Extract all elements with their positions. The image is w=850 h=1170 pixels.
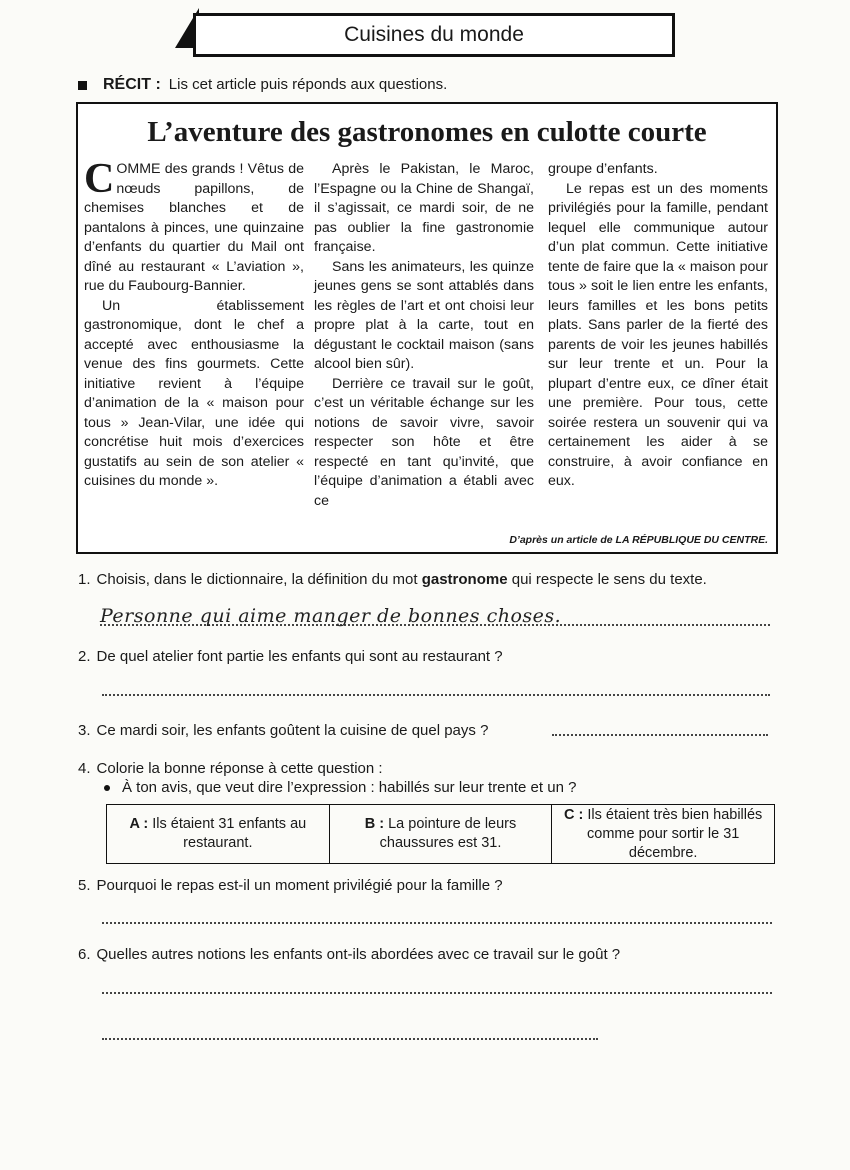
article-column-1 (84, 156, 304, 492)
drop-cap: C (84, 156, 115, 202)
page-title (193, 13, 675, 57)
question-number: 3. (78, 722, 91, 739)
bullet-dot-icon (104, 785, 110, 791)
question-number: 2. (78, 648, 91, 665)
choice-text: La pointure de leurs chaussures est 31. (379, 816, 517, 851)
answer-line-2[interactable] (102, 694, 770, 696)
question-text: Pourquoi le repas est-il un moment privilégié pour la famille ? (96, 877, 503, 894)
article-paragraph: Derrière ce travail sur le goût, c’est un véritable échange sur les notions de savoir vivre, savoir respecter son hôte et être respecté en tant qu’invité, que l’équipe d’animation a établi avec ce (314, 375, 534, 509)
article-box (76, 102, 778, 554)
article-column-2 (314, 160, 534, 511)
choice-text: Ils étaient très bien habillés comme pour sortir le 31 décembre. (587, 806, 763, 861)
article-column-3 (548, 160, 768, 492)
question-text: Quelles autres notions les enfants ont-ils abordées avec ce travail sur le goût ? (96, 946, 621, 963)
section-instruction: Lis cet article puis réponds aux questions. (168, 76, 448, 93)
question-text: qui respecte le sens du texte. (507, 571, 707, 588)
answer-line-3[interactable] (552, 734, 768, 736)
article-paragraph: groupe d’enfants. (548, 161, 658, 177)
section-label: RÉCIT : (103, 76, 161, 93)
question-text: De quel atelier font partie les enfants qui sont au restaurant ? (96, 648, 503, 665)
article-paragraph: Après le Pakistan, le Maroc, l’Espagne ou la Chine de Shangaï, il s’agissait, ce mardi soir, de ne pas oublier la fine gastronomie française. (314, 161, 534, 255)
article-title: L’aventure des gastronomes en culotte courte (147, 116, 707, 148)
choice-letter: B : (364, 816, 385, 832)
article-paragraph (84, 156, 304, 297)
question-text: Colorie la bonne réponse à cette question : (96, 760, 383, 777)
square-bullet-icon (78, 81, 87, 90)
question-6 (78, 946, 620, 963)
question-keyword: gastronome (421, 571, 508, 588)
answer-line-6b[interactable] (102, 1038, 598, 1040)
paragraph-text: OMME des grands ! Vêtus de nœuds papillons, de chemises blanches et de pantalons à pinces, une quinzaine d’enfants du quartier du Mail ont dîné au restaurant « L’aviation », rue du Faubourg-Bannier. (84, 161, 304, 294)
choice-c[interactable] (552, 805, 774, 863)
article-source: D’après un article de LA RÉPUBLIQUE DU CENTRE. (509, 534, 768, 546)
answer-choices-table (106, 804, 775, 864)
question-4-bullet (104, 779, 576, 796)
question-text: Choisis, dans le dictionnaire, la définition du mot (96, 571, 422, 588)
choice-letter: C : (564, 806, 584, 823)
question-2 (78, 648, 503, 665)
choice-letter: A : (129, 816, 149, 832)
question-number: 1. (78, 571, 91, 588)
choice-a[interactable] (107, 805, 330, 863)
question-4 (78, 760, 383, 777)
choice-text: Ils étaient 31 enfants au restaurant. (152, 816, 307, 851)
bullet-text: À ton avis, que veut dire l’expression : habillés sur leur trente et un ? (122, 779, 577, 796)
article-paragraph: Le repas est un des moments privilégiés pour la famille, pendant lequel elle communique autour d’un plat commun. Cette initiative tente de faire que la « maison pour tous » soit le lien entre les enfants, leurs familles et les bons petits plats. Sans parler de la fierté des parents de voir les jeunes habillés sur leur trente et un. Pour la plupart d’entre eux, ce dîner était une première. Pour tous, cette soirée restera un souvenir qui va certainement les aider à se construire, à avoir confiance en eux. (548, 180, 768, 489)
page-title-text: Cuisines du monde (344, 23, 524, 46)
choice-b[interactable] (330, 805, 553, 863)
handwritten-answer-1: Personne qui aime manger de bonnes choses. (100, 605, 562, 627)
answer-line-5[interactable] (102, 922, 772, 924)
question-1 (78, 571, 707, 588)
question-number: 5. (78, 877, 91, 894)
question-3 (78, 722, 488, 739)
article-paragraph: Un établissement gastronomique, dont le chef a accepté avec enthousiasme la venue des fins gourmets. Cette initiative revient à l’équipe d’animation de la « maison pour tous » Jean-Vilar, une idée qui concrétise huit mois d’exercices gustatifs au sein de son atelier « cuisines du monde ». (84, 297, 304, 489)
question-number: 4. (78, 760, 91, 777)
question-number: 6. (78, 946, 91, 963)
answer-line-6a[interactable] (102, 992, 772, 994)
section-heading (78, 76, 447, 94)
question-text: Ce mardi soir, les enfants goûtent la cuisine de quel pays ? (96, 722, 489, 739)
article-paragraph: Sans les animateurs, les quinze jeunes gens se sont attablés dans les règles de l’art et ont choisi leur propre plat à la carte, tout en dégustant le cocktail maison (sans alcool bien sûr). (314, 258, 534, 372)
question-5 (78, 877, 503, 894)
